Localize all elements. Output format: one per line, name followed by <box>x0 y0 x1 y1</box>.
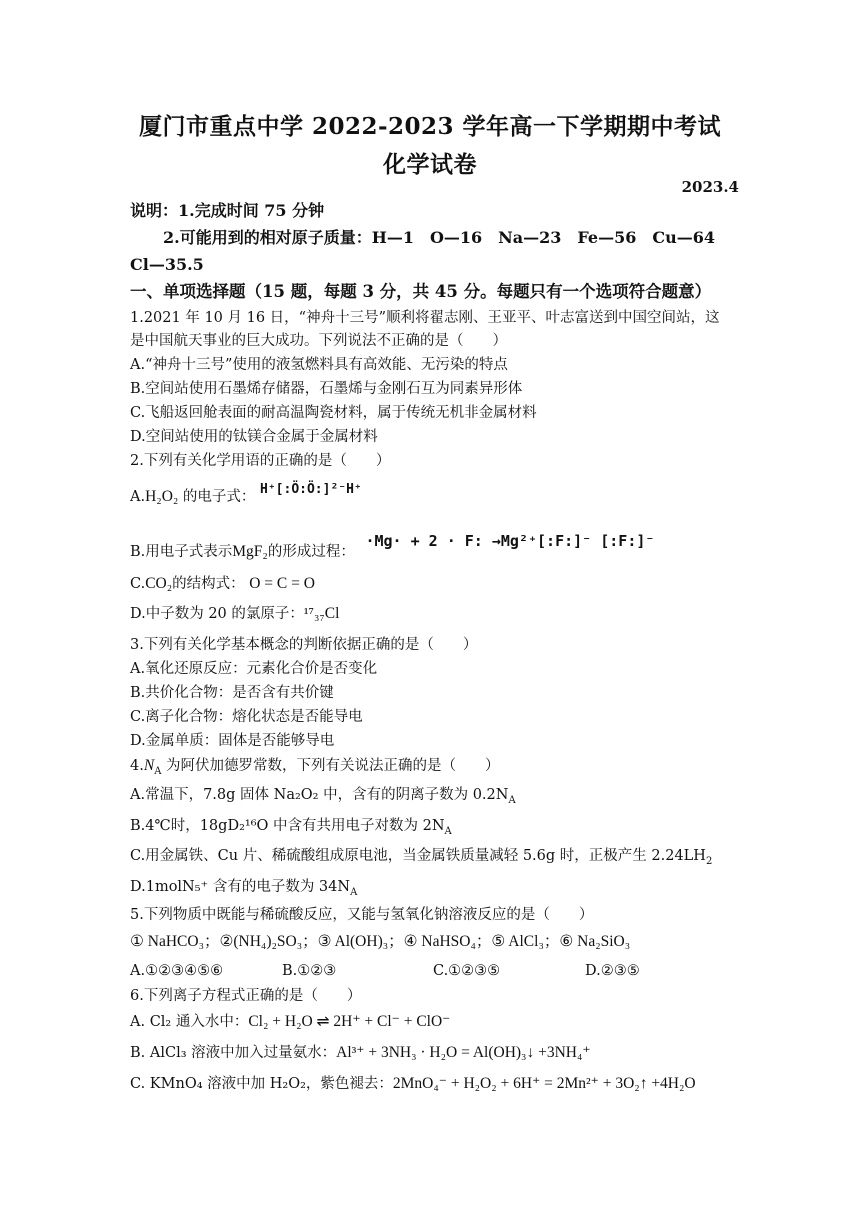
q1-stem-1: 1.2021 年 10 月 16 日，“神舟十三号”顺利将翟志刚、王亚平、叶志富送到中国空间站，这 <box>130 310 720 326</box>
q2-option-b <box>130 532 740 563</box>
q1-option-b: B.空间站使用石墨烯存储器，石墨烯与金刚石互为同素异形体 <box>130 381 523 397</box>
mgf2-formation-diagram: ·Mg· + 2 · F: →Mg²⁺[:F:]⁻ [:F:]⁻ <box>365 532 655 550</box>
q4-c-text: C.用金属铁、Cu 片、稀硫酸组成原电池，当金属铁质量减轻 5.6g 时，正极产生 2.24LH <box>130 848 706 864</box>
q3-option-b: B.共价化合物：是否含有共价键 <box>130 685 334 701</box>
q4-option-a: A.常温下，7.8g 固体 Na₂O₂ 中，含有的阴离子数为 $0.2N_A$ <box>130 787 516 806</box>
q6-c-text: C. KMnO₄ 溶液中加 H₂O₂，紫色褪去： <box>130 1076 393 1092</box>
exam-subtitle: 化学试卷 <box>383 151 477 178</box>
q4-a-text: A.常温下，7.8g 固体 Na₂O₂ 中，含有的阴离子数为 0.2N <box>130 787 509 803</box>
q2-a-text: 的电子式： <box>182 489 256 505</box>
q5-stem: 5.下列物质中既能与稀硫酸反应，又能与氢氧化钠溶液反应的是（ ） <box>130 907 594 923</box>
q6-option-b <box>130 1042 740 1064</box>
q4-d-text: D.1molN₅⁺ 含有的电子数为 34N <box>130 879 351 895</box>
q5-option-c: C.①②③⑤ <box>433 963 501 979</box>
q3-option-d: D.金属单质：固体是否能够导电 <box>130 733 335 749</box>
q6-stem: 6.下列离子方程式正确的是（ ） <box>130 988 362 1004</box>
q6-b-text: B. AlCl₃ 溶液中加入过量氨水： <box>130 1045 337 1061</box>
q2-c-label: C. <box>130 576 146 592</box>
exam-title: 厦门市重点中学 2022-2023 学年高一下学期期中考试 <box>138 113 722 140</box>
q3-stem: 3.下列有关化学基本概念的判断依据正确的是（ ） <box>130 637 478 653</box>
q2-b-text2: 的形成过程： <box>267 544 355 560</box>
q2-b-text: B.用电子式表示 <box>130 544 233 560</box>
q1-option-c: C.飞船返回舱表面的耐高温陶瓷材料，属于传统无机非金属材料 <box>130 405 537 421</box>
q1-option-d: D.空间站使用的钛镁合金属于金属材料 <box>130 429 378 445</box>
note-line-3: Cl—35.5 <box>130 255 204 274</box>
q2-c-formula: CO₂ <box>145 575 173 592</box>
q5-option-a: A.①②③④⑤⑥ <box>130 963 224 979</box>
q2-a-label: A. <box>130 489 146 505</box>
q5-option-d: D.②③⑤ <box>585 963 640 979</box>
q2-a-formula: H₂O₂ <box>145 488 179 505</box>
co2-structure: O = C = O <box>249 575 315 592</box>
q4-label: 4. <box>130 758 144 774</box>
q6-option-c <box>130 1073 740 1095</box>
q2-option-c <box>130 573 740 595</box>
q6-b-equation: Al³⁺ + 3NH₃ · H₂O = Al(OH)₃↓ +3NH₄⁺ <box>336 1044 591 1061</box>
q4-option-d: D.1molN₅⁺ 含有的电子数为 $34N_A$ <box>130 879 358 898</box>
q4-option-c: C.用金属铁、Cu 片、稀硫酸组成原电池，当金属铁质量减轻 5.6g 时，正极产生 $2.24LH_2$ <box>130 848 713 867</box>
note-line-1: 说明：1.完成时间 75 分钟 <box>130 201 325 220</box>
q1-stem-2: 是中国航天事业的巨大成功。下列说法不正确的是（ ） <box>130 333 507 349</box>
note-line-2: 2.可能用到的相对原子质量：H—1 O—16 Na—23 Fe—56 Cu—64 <box>163 228 715 247</box>
q1-option-a: A.“神舟十三号”使用的液氢燃料具有高效能、无污染的特点 <box>130 357 508 373</box>
h2o2-electron-formula: H⁺[:Ö:Ö:]²⁻H⁺ <box>260 482 362 497</box>
q5-items: ① NaHCO₃；②(NH₄)₂SO₃；③ Al(OH)₃；④ NaHSO₄；⑤ AlCl₃；⑥ Na₂SiO₃ <box>130 933 631 950</box>
q4-b-text: B.4℃时，18gD₂¹⁶O 中含有共用电子对数为 2N <box>130 818 445 834</box>
q6-a-equation: Cl₂ + H₂O ⇌ 2H⁺ + Cl⁻ + ClO⁻ <box>248 1013 451 1030</box>
section-heading: 一、单项选择题（15 题，每题 3 分，共 45 分。每题只有一个选项符合题意） <box>130 282 712 301</box>
q2-b-formula: MgF₂ <box>232 543 268 560</box>
q2-stem: 2.下列有关化学用语的正确的是（ ） <box>130 453 391 469</box>
exam-date: 2023.4 <box>681 178 739 196</box>
q5-option-b: B.①②③ <box>282 963 337 979</box>
q2-c-text: 的结构式： <box>172 576 245 592</box>
chlorine-isotope: ¹⁷₃₇Cl <box>303 605 340 622</box>
q3-option-c: C.离子化合物：熔化状态是否能导电 <box>130 709 363 725</box>
q2-d-text: D.中子数为 20 的氯原子： <box>130 606 304 622</box>
avogadro-symbol: N <box>143 757 155 774</box>
q2-option-d <box>130 603 740 625</box>
q3-option-a: A.氧化还原反应：元素化合价是否变化 <box>130 661 378 677</box>
q2-option-a <box>130 482 740 509</box>
q6-option-a <box>130 1011 740 1033</box>
q4-option-b: B.4℃时，18gD₂¹⁶O 中含有共用电子对数为 $2N_A$ <box>130 818 452 837</box>
q6-a-text: A. Cl₂ 通入水中： <box>130 1014 249 1030</box>
q6-c-equation: 2MnO₄⁻ + H₂O₂ + 6H⁺ = 2Mn²⁺ + 3O₂↑ +4H₂O <box>392 1075 696 1092</box>
q4-stem-text: 为阿伏加德罗常数，下列有关说法正确的是（ ） <box>166 758 500 774</box>
q4-stem: $4.N_A$ 为阿伏加德罗常数，下列有关说法正确的是（ ） <box>130 757 500 777</box>
